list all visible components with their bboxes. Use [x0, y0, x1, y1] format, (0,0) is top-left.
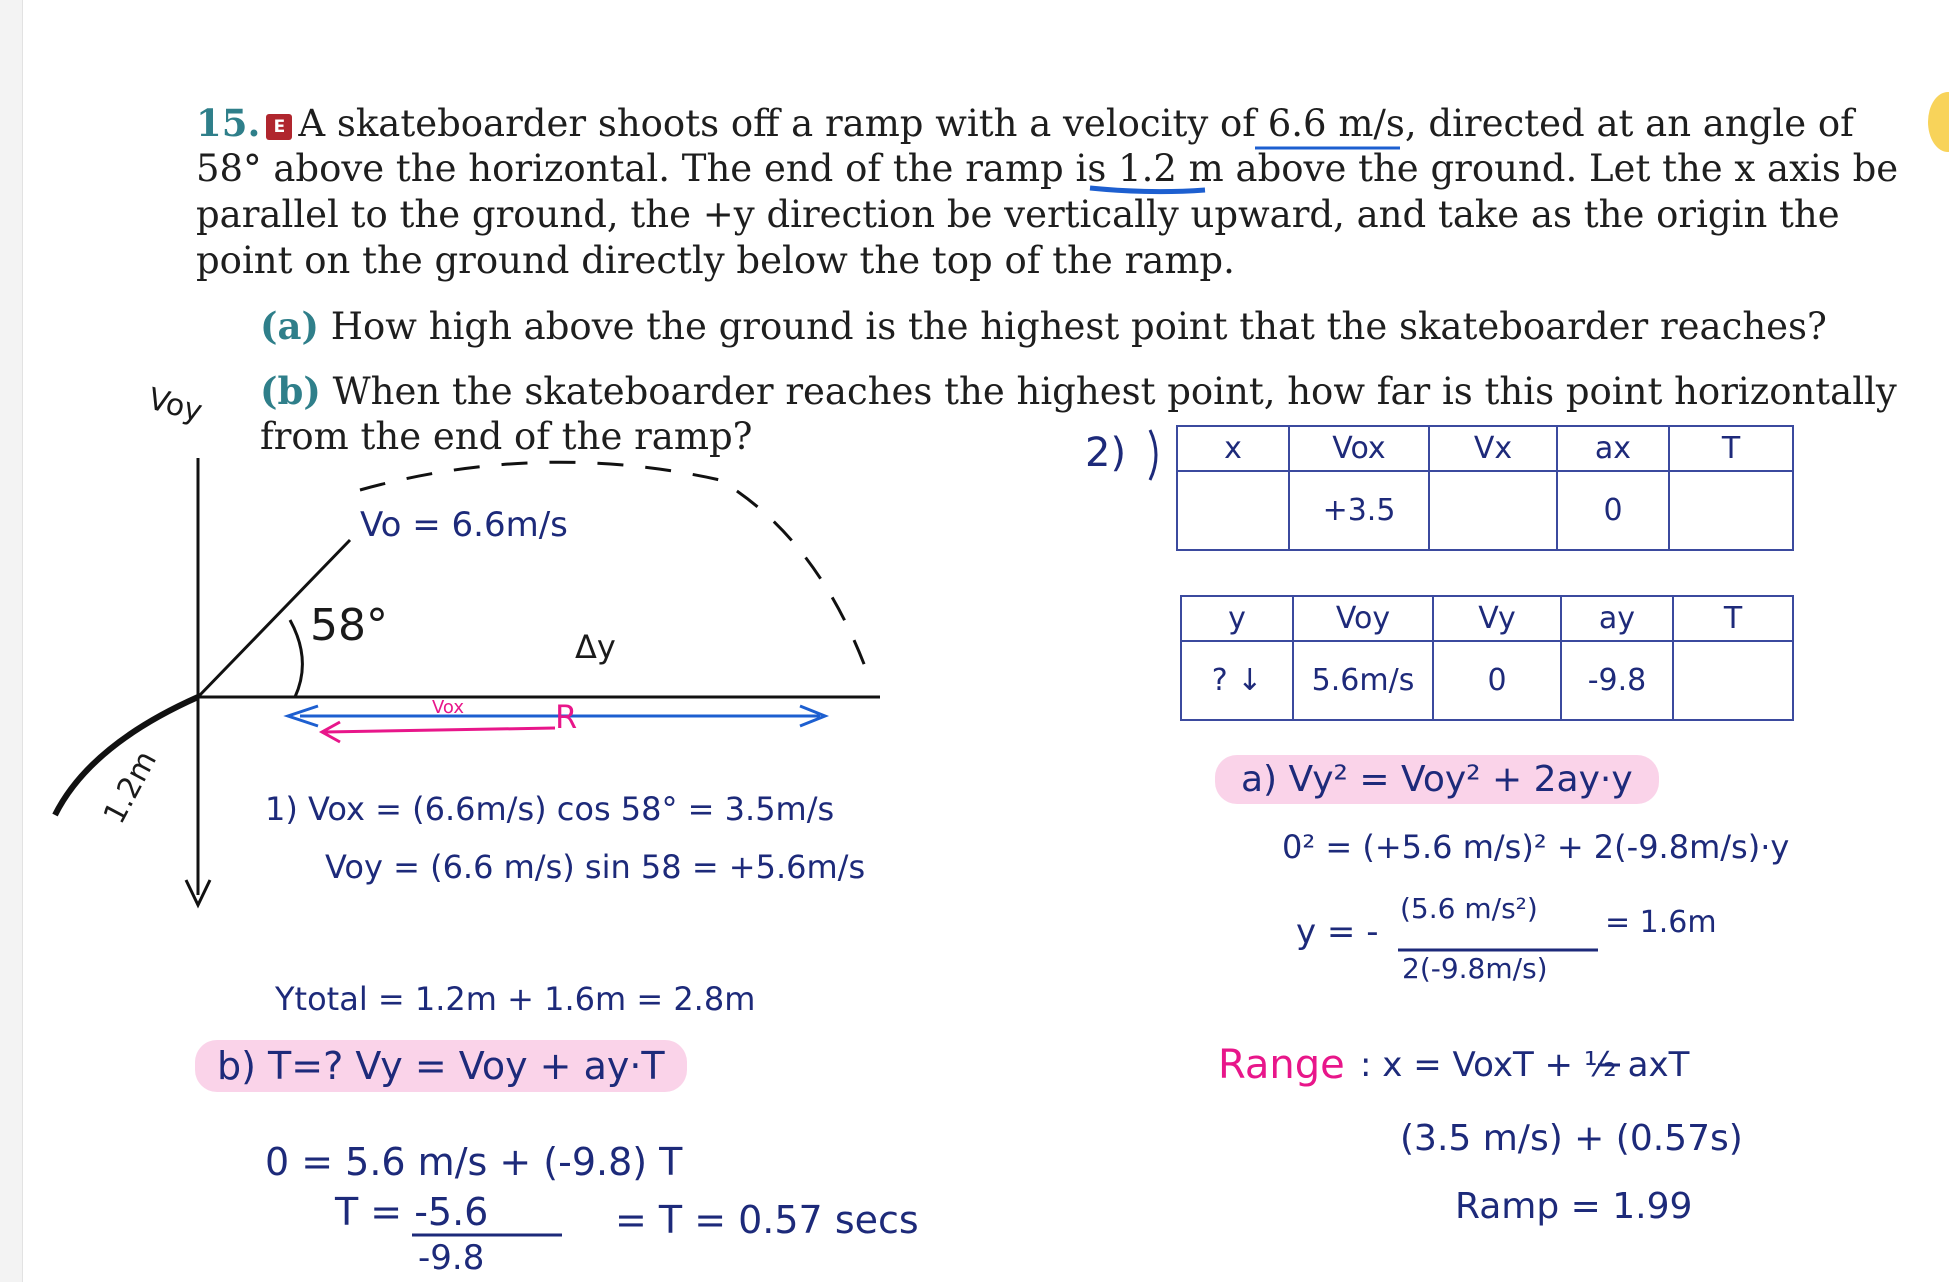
y-header-ay: ay	[1562, 597, 1674, 642]
problem-text-1: A skateboarder shoots off a ramp with a velocity of 6.6 m/s, directed at an angle of	[298, 102, 1854, 145]
part-b-label: (b)	[260, 369, 321, 413]
y-table	[1180, 595, 1794, 721]
vox-arrow	[325, 728, 555, 732]
work-a2: 0² = (+5.6 m/s)² + 2(-9.8m/s)·y	[1282, 828, 1790, 866]
part-a-text: How high above the ground is the highest point that the skateboarder reaches?	[330, 305, 1827, 348]
y-value-voy: 5.6m/s	[1294, 642, 1434, 719]
r-label: R	[555, 698, 578, 736]
work-b3-den: -9.8	[418, 1238, 485, 1278]
y-value-t	[1674, 642, 1792, 719]
work-b2: 0 = 5.6 m/s + (-9.8) T	[265, 1140, 683, 1184]
range-values: (3.5 m/s) + (0.57s)	[1400, 1118, 1743, 1159]
y-header-t: T	[1674, 597, 1792, 642]
dy-label: Δy	[575, 628, 616, 666]
x-value-vox: +3.5	[1290, 472, 1430, 549]
part-a-label: (a)	[260, 304, 319, 348]
x-value-vx	[1430, 472, 1558, 549]
x-table	[1176, 425, 1794, 551]
problem-line-2: 58° above the horizontal. The end of the ramp is 1.2 m above the ground. Let the x axis be	[196, 147, 1899, 190]
problem-number: 15.	[196, 101, 261, 145]
work-a3-den: 2(-9.8m/s)	[1402, 952, 1548, 985]
problem-line-3: parallel to the ground, the +y direction be vertically upward, and take as the origin the	[196, 193, 1840, 236]
range-eq: : x = VoxT + ½ axT	[1360, 1045, 1690, 1085]
y-header-voy: Voy	[1294, 597, 1434, 642]
x-header-x: x	[1178, 427, 1290, 472]
angle-label: 58°	[310, 600, 388, 651]
ramp-result: Ramp = 1.99	[1455, 1186, 1693, 1227]
y-value-y: ? ↓	[1182, 642, 1294, 719]
x-header-vox: Vox	[1290, 427, 1430, 472]
angle-arc	[290, 620, 302, 697]
x-header-ax: ax	[1558, 427, 1670, 472]
work-ytotal: Ytotal = 1.2m + 1.6m = 2.8m	[275, 980, 756, 1018]
work-b-head: b) T=? Vy = Voy + ay·T	[195, 1040, 687, 1092]
range-label: Range	[1218, 1042, 1345, 1088]
x-value-ax: 0	[1558, 472, 1670, 549]
vo-label: Vo = 6.6m/s	[360, 505, 568, 545]
tables-label: 2)	[1085, 430, 1127, 476]
work-a1: a) Vy² = Voy² + 2ay·y	[1215, 755, 1659, 804]
vox-label: Vox	[432, 697, 465, 718]
part-b-text-1: When the skateboarder reaches the highest point, how far is this point horizontally	[332, 370, 1897, 413]
y-value-ay: -9.8	[1562, 642, 1674, 719]
underline-height	[1090, 188, 1205, 192]
x-header-t: T	[1670, 427, 1792, 472]
x-value-t	[1670, 472, 1792, 549]
work-vox: 1) Vox = (6.6m/s) cos 58° = 3.5m/s	[265, 790, 835, 828]
work-b3-result: = T = 0.57 secs	[615, 1198, 919, 1242]
x-header-vx: Vx	[1430, 427, 1558, 472]
work-voy: Voy = (6.6 m/s) sin 58 = +5.6m/s	[325, 848, 866, 886]
tables-bracket	[1150, 430, 1156, 480]
y-header-y: y	[1182, 597, 1294, 642]
x-value-x	[1178, 472, 1290, 549]
problem-line-4: point on the ground directly below the top of the ramp.	[196, 239, 1235, 282]
height-label: 1.2m	[96, 745, 164, 830]
work-a3-result: = 1.6m	[1605, 905, 1717, 940]
part-b-line-2: from the end of the ramp?	[260, 415, 753, 458]
y-value-vy: 0	[1434, 642, 1562, 719]
work-a3-lhs: y = -	[1296, 912, 1379, 952]
voy-label: Voy	[144, 381, 206, 430]
difficulty-badge: E	[266, 114, 292, 140]
work-b3-num: T = -5.6	[335, 1190, 489, 1234]
work-a3-num: (5.6 m/s²)	[1400, 892, 1538, 925]
y-header-vy: Vy	[1434, 597, 1562, 642]
